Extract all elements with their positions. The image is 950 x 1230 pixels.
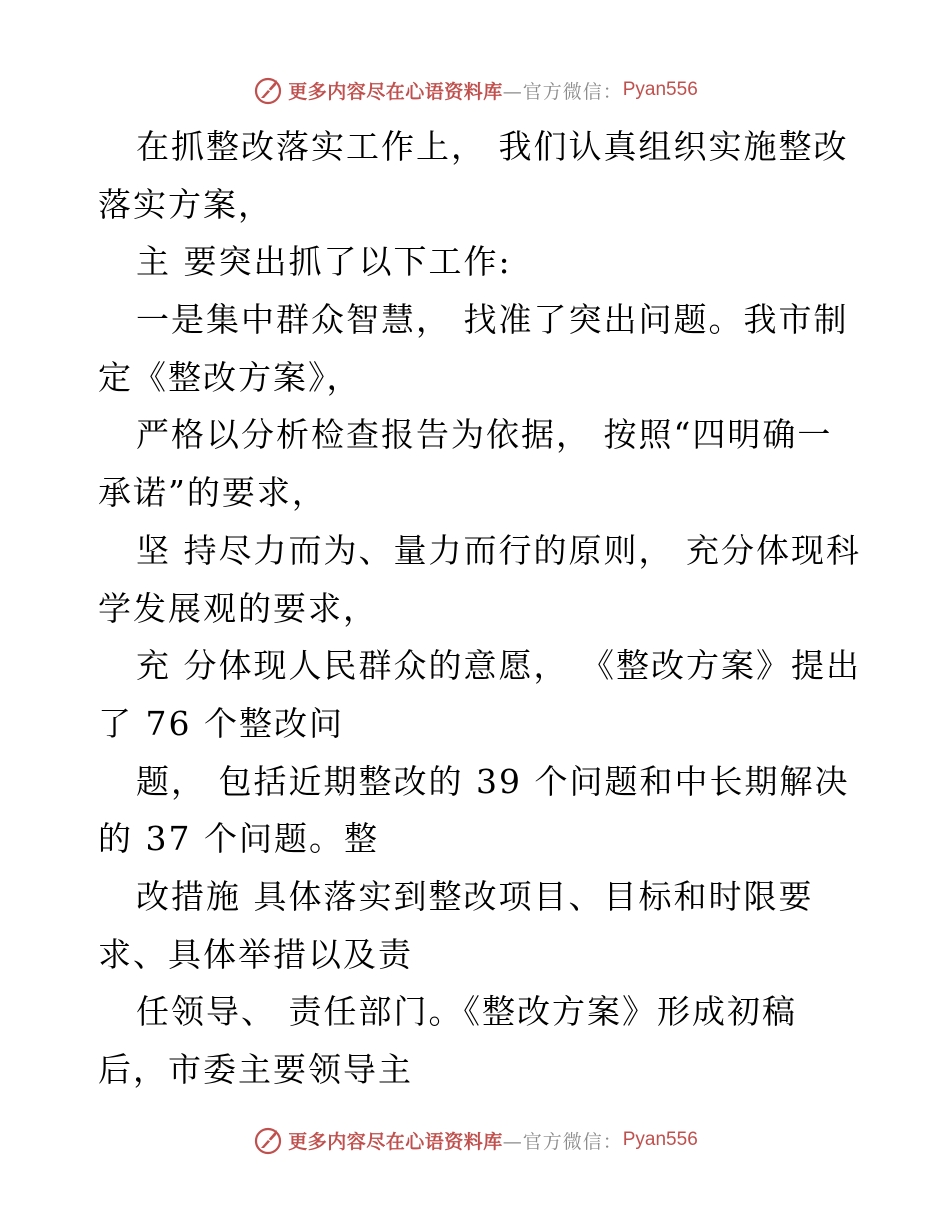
text-line: 求、具体举措以及责 [98, 934, 413, 974]
text-line: 一是集中群众智慧， 找准了突出问题。我市制 [136, 300, 849, 340]
banner-wechat-label: —官方微信： [502, 80, 623, 103]
quill-pen-logo-icon [252, 74, 284, 106]
quill-pen-logo-icon [252, 1124, 284, 1156]
text-line: 改措施 具体落实到整改项目、目标和时限要 [136, 876, 814, 916]
text-line: 在抓整改落实工作上， 我们认真组织实施整改 [136, 127, 849, 166]
text-line: 题， 包括近期整改的 39 个问题和中长期解决 [136, 761, 850, 801]
text-line: 坚 持尽力而为、量力而行的原则， 充分体现科 [136, 530, 861, 570]
text-line: 任领导、 责任部门。《整改方案》形成初稿 [136, 992, 797, 1032]
text-line: 的 37 个问题。整 [98, 819, 379, 859]
banner-site-text: 更多内容尽在心语资料库 [288, 80, 503, 103]
text-line: 定《整改方案》， [98, 357, 362, 397]
text-line: 承诺”的要求， [98, 473, 327, 513]
banner-wechat-id: Pyan556 [622, 1129, 698, 1150]
text-line: 后，市委主要领导主 [98, 1050, 413, 1089]
text-line: 落实方案， [98, 184, 273, 224]
document-body [98, 118, 878, 1099]
banner-site-text: 更多内容尽在心语资料库 [288, 1130, 503, 1153]
banner-wechat-id: Pyan556 [622, 79, 698, 100]
banner-wechat-label: —官方微信： [502, 1130, 623, 1153]
footer-banner [0, 1120, 950, 1160]
text-line: 充 分体现人民群众的意愿， 《整改方案》提出 [136, 646, 861, 686]
text-line: 了 76 个整改问 [98, 703, 344, 743]
text-line: 主 要突出抓了以下工作: [136, 242, 512, 282]
header-banner [0, 70, 950, 110]
text-line: 严格以分析检查报告为依据， 按照“四明确一 [136, 415, 833, 455]
text-line: 学发展观的要求， [98, 588, 378, 628]
